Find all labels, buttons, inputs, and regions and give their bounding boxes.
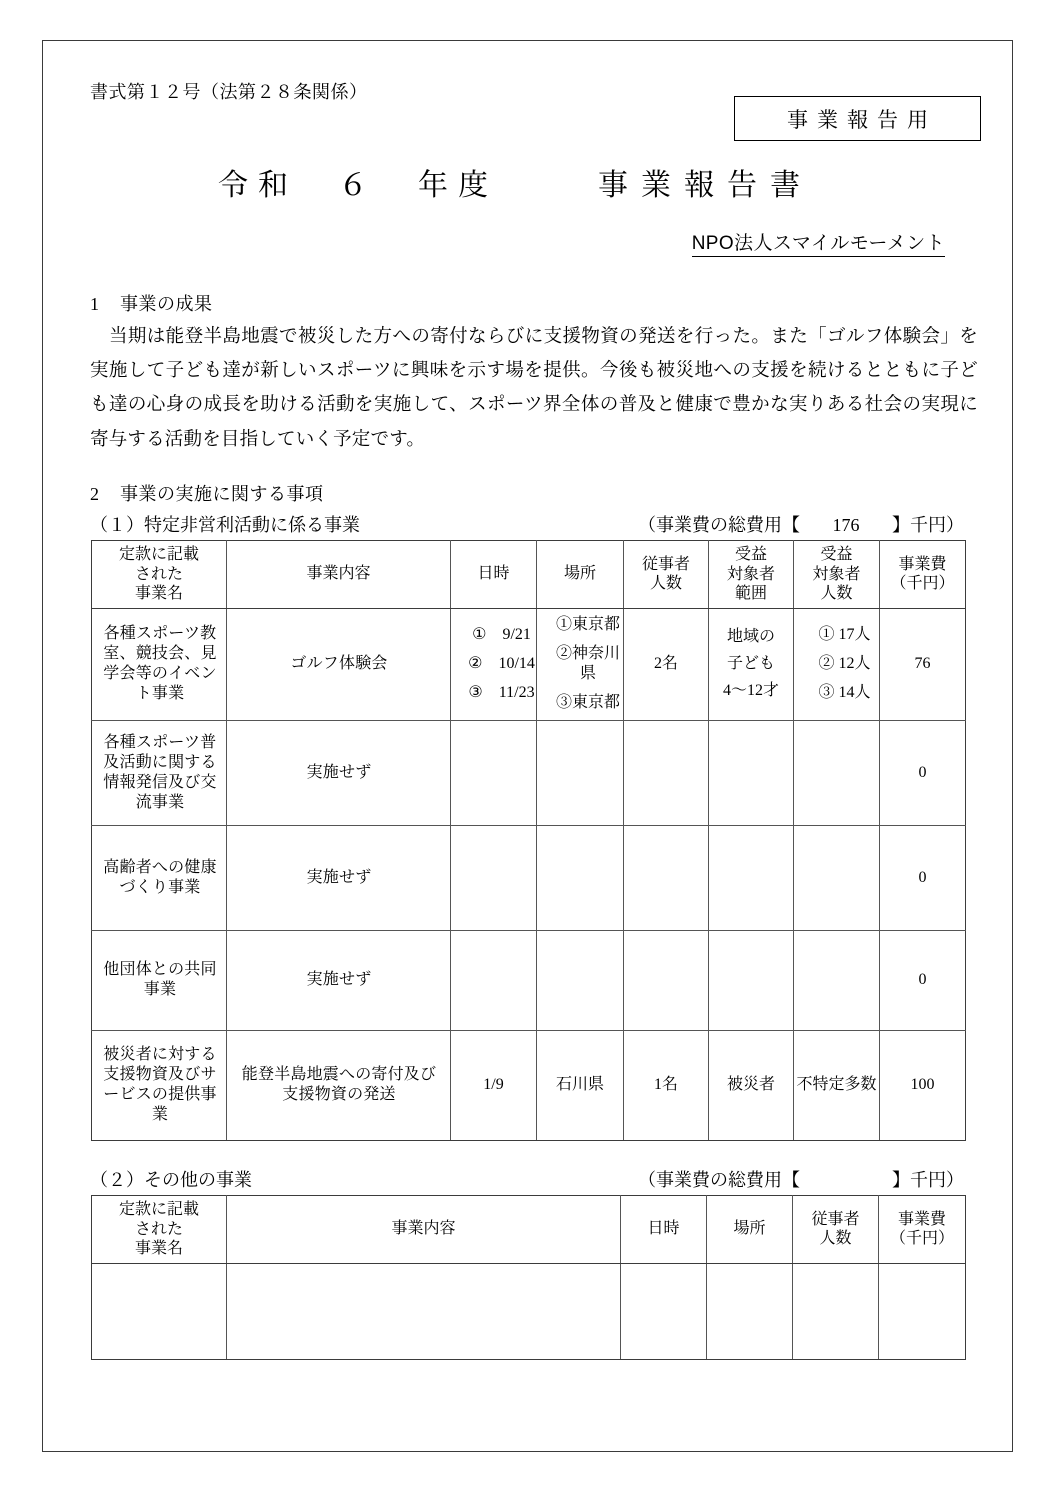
subsection2-label: （２）その他の事業 [90, 1170, 252, 1190]
table2-header-row [92, 1196, 966, 1264]
table1-body [92, 608, 966, 1140]
th-staff-count-l2: 人数 [649, 575, 682, 593]
total2-prefix: （事業費の総費用【 [638, 1170, 800, 1190]
cell-business-content: 実施せず [227, 930, 451, 1030]
report-type-badge: 事業報告用 [734, 96, 981, 141]
other-activities-table [91, 1195, 966, 1360]
th-staff-count-l1: 従事者 [641, 555, 690, 573]
th-beneficiary-scope-l2: 対象者 [726, 565, 775, 583]
table-row [92, 1030, 966, 1140]
th-beneficiary-count-l3: 人数 [820, 585, 853, 603]
cell-place: ①東京都 ②神奈川県 ③東京都 [537, 608, 624, 720]
cell-cost: 0 [880, 825, 966, 930]
table-row [92, 825, 966, 930]
cell-staff-count [624, 720, 709, 825]
subsection2-header [90, 1166, 980, 1192]
th2-staff-count-l2: 人数 [819, 1230, 852, 1248]
title-main: 事業報告書 [598, 169, 813, 202]
total-amount-value: 176 [832, 515, 860, 535]
section2-number: 2 [90, 484, 100, 504]
section1-body: 当期は能登半島地震で被災した方への寄付ならびに支援物資の発送を行った。また「ゴルフ体験会」を実施して子ども達が新しいスポーツに興味を示す場を提供。今後も被災地への支援を続けるとともに子ども達の心身の成長を助ける活動を実施して、スポーツ界全体の普及と健康で豊かな実りある社会の実現に寄与する活動を目指していく予定です。 [90, 327, 978, 450]
th-staff-count [624, 541, 709, 609]
cell-business-content [227, 1263, 621, 1359]
th-business-name [92, 541, 227, 609]
cell-staff-count [793, 1263, 879, 1359]
th2-business-name-l2: された [134, 1220, 183, 1238]
table-row [92, 930, 966, 1030]
th2-business-content: 事業内容 [227, 1196, 621, 1264]
th-beneficiary-count-l2: 対象者 [812, 565, 861, 583]
cell-staff-count: 1名 [624, 1030, 709, 1140]
nonprofit-activities-table [91, 540, 966, 1141]
cell-place [707, 1263, 793, 1359]
table-row [92, 720, 966, 825]
section1-heading [90, 290, 213, 316]
cell-business-content: 能登半島地震への寄付及び支援物資の発送 [227, 1030, 451, 1140]
table1-header-row [92, 541, 966, 609]
table-row [92, 608, 966, 720]
cell-beneficiary-count: 不特定多数 [794, 1030, 880, 1140]
th-business-name-l1: 定款に記載 [118, 546, 199, 563]
cell-beneficiary-count [794, 825, 880, 930]
th-beneficiary-count-l1: 受益 [820, 546, 853, 563]
th2-cost [879, 1196, 966, 1264]
form-number: 書式第１２号（法第２８条関係） [90, 82, 368, 102]
table-row [92, 1263, 966, 1359]
cell-cost: 76 [880, 608, 966, 720]
subsection1-label: （１）特定非営利活動に係る事業 [90, 515, 360, 535]
cell-cost: 100 [880, 1030, 966, 1140]
cell-cost: 0 [880, 720, 966, 825]
th-cost-l2: （千円） [890, 575, 955, 593]
cell-place [537, 825, 624, 930]
cell-staff-count [624, 930, 709, 1030]
th2-business-name-l3: 事業名 [134, 1240, 183, 1258]
section1-number: 1 [90, 294, 100, 314]
cell-datetime [621, 1263, 707, 1359]
cell-business-name [92, 1263, 227, 1359]
cell-beneficiary-scope [709, 930, 794, 1030]
th-business-name-l2: された [134, 565, 183, 583]
cell-business-name: 他団体との共同事業 [92, 930, 227, 1030]
th-beneficiary-scope [709, 541, 794, 609]
section1-title: 事業の成果 [120, 294, 213, 314]
total2-suffix: 】千円） [892, 1170, 964, 1190]
subsection1-header [90, 511, 980, 537]
cell-beneficiary-count [794, 930, 880, 1030]
cell-staff-count [624, 825, 709, 930]
cell-beneficiary-scope: 被災者 [709, 1030, 794, 1140]
cell-beneficiary-scope: 地域の 子ども 4～12才 [709, 608, 794, 720]
th-datetime: 日時 [451, 541, 537, 609]
th-business-name-l3: 事業名 [134, 585, 183, 603]
cell-datetime [451, 720, 537, 825]
th2-datetime: 日時 [621, 1196, 707, 1264]
th-business-content: 事業内容 [227, 541, 451, 609]
cell-cost [879, 1263, 966, 1359]
th-place: 場所 [537, 541, 624, 609]
cell-business-content: 実施せず [227, 825, 451, 930]
th2-business-name [92, 1196, 227, 1264]
cell-place: 石川県 [537, 1030, 624, 1140]
cell-business-content: 実施せず [227, 720, 451, 825]
subsection1-total [638, 511, 964, 537]
cell-datetime [451, 825, 537, 930]
cell-beneficiary-scope [709, 825, 794, 930]
cell-beneficiary-scope [709, 720, 794, 825]
cell-business-content: ゴルフ体験会 [227, 608, 451, 720]
th2-staff-count [793, 1196, 879, 1264]
th2-staff-count-l1: 従事者 [811, 1210, 860, 1228]
th-beneficiary-scope-l1: 受益 [734, 546, 767, 563]
th-beneficiary-scope-l3: 範囲 [734, 585, 767, 603]
title-era-year: 令和 ６ 年度 [218, 169, 498, 202]
table2-body [92, 1263, 966, 1359]
cell-business-name: 各種スポーツ普及活動に関する情報発信及び交流事業 [92, 720, 227, 825]
th-cost [880, 541, 966, 609]
cell-staff-count: 2名 [624, 608, 709, 720]
section2-heading [90, 480, 324, 506]
cell-place [537, 930, 624, 1030]
th2-place: 場所 [707, 1196, 793, 1264]
page-title [90, 160, 980, 204]
total-prefix: （事業費の総費用【 [638, 515, 800, 535]
cell-business-name: 被災者に対する支援物資及びサービスの提供事業 [92, 1030, 227, 1140]
th2-cost-l1: 事業費 [897, 1210, 946, 1228]
th2-cost-l2: （千円） [889, 1230, 954, 1248]
cell-cost: 0 [880, 930, 966, 1030]
cell-business-name: 各種スポーツ教室、競技会、見学会等のイベント事業 [92, 608, 227, 720]
section2-title: 事業の実施に関する事項 [120, 484, 324, 504]
cell-datetime: ① 9/21 ② 10/14 ③ 11/23 [451, 608, 537, 720]
organization-name-row [0, 228, 980, 255]
th2-business-name-l1: 定款に記載 [118, 1201, 199, 1218]
total-suffix: 】千円） [892, 515, 964, 535]
cell-datetime [451, 930, 537, 1030]
th-beneficiary-count [794, 541, 880, 609]
subsection2-total [638, 1166, 964, 1192]
cell-beneficiary-count [794, 720, 880, 825]
cell-place [537, 720, 624, 825]
cell-business-name: 高齢者への健康づくり事業 [92, 825, 227, 930]
cell-beneficiary-count: ① 17人 ② 12人 ③ 14人 [794, 608, 880, 720]
cell-datetime: 1/9 [451, 1030, 537, 1140]
th-cost-l1: 事業費 [898, 555, 947, 573]
organization-name: NPO法人スマイルモーメント [692, 233, 945, 257]
